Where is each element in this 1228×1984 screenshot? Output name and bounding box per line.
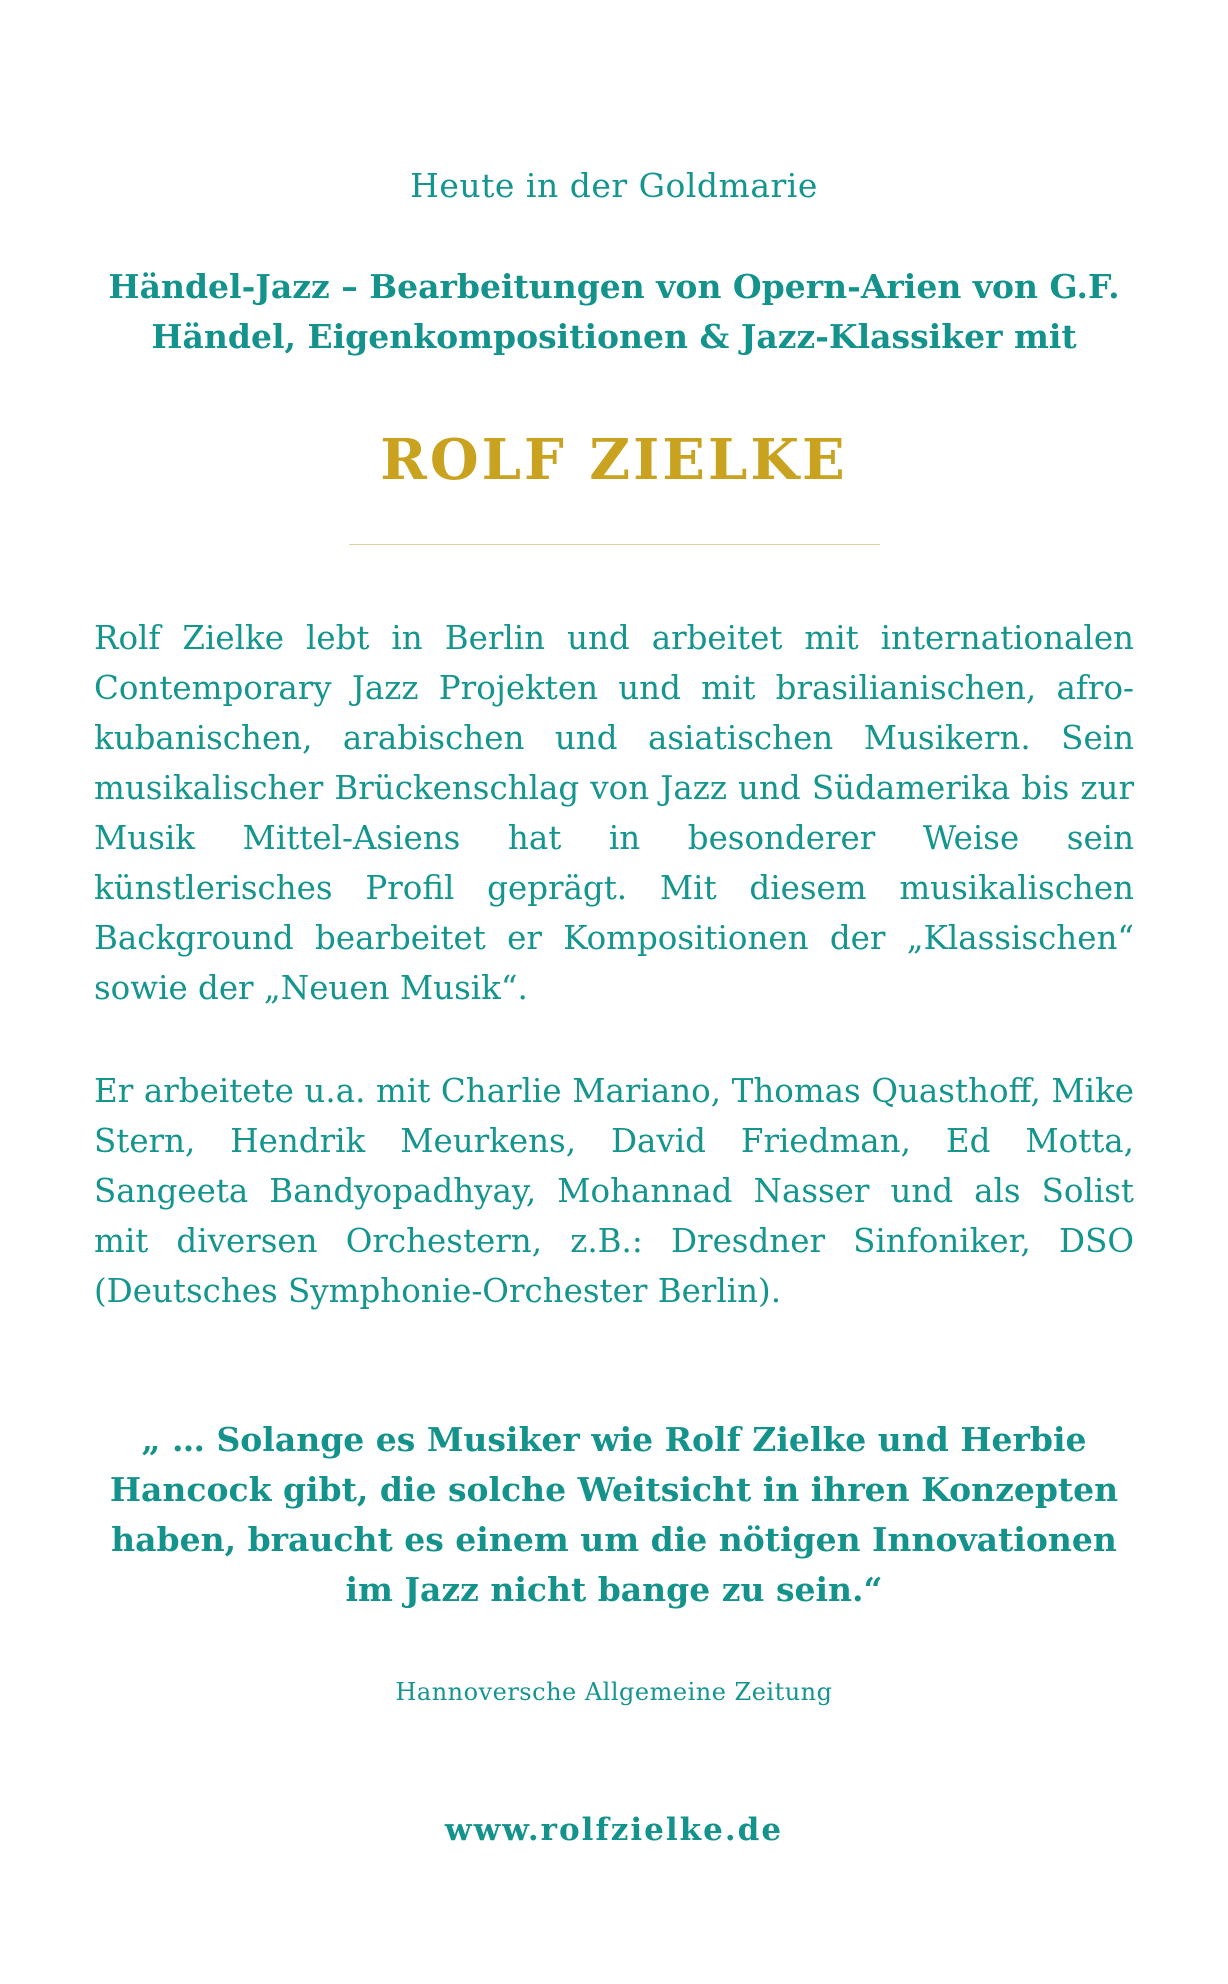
program-subtitle: Händel-Jazz – Bearbeitungen von Opern-Arien von G.F. Händel, Eigenkompositionen & Jazz-Klassiker mit: [108, 267, 1120, 356]
gold-divider: [349, 544, 880, 545]
bio-paragraph-1: Rolf Zielke lebt in Berlin und arbeitet mit internationalen Contemporary Jazz Projekten und mit brasilianischen, afro-kubanischen, arabischen und asiatischen Musikern. Sein musikalischer Brückenschlag von Jazz und Südamerika bis zur Musik Mittel-Asiens hat in besonderer Weise sein künstlerisches Profil geprägt. Mit diesem musikalischen Background bearbeitet er Kompositionen der „Klassischen“ sowie der „Neuen Musik“.: [94, 619, 1134, 1007]
artist-name-headline: ROLF ZIELKE: [380, 427, 848, 493]
website-url: www.rolfzielke.de: [444, 1812, 784, 1848]
event-kicker: Heute in der Goldmarie: [410, 166, 818, 205]
quote-source: Hannoversche Allgemeine Zeitung: [395, 1678, 833, 1706]
bio-paragraph-2: Er arbeitete u.a. mit Charlie Mariano, Thomas Quasthoff, Mike Stern, Hendrik Meurkens, David Friedman, Ed Motta, Sangeeta Bandyopadhyay, Mohannad Nasser und als Solist mit diversen Orchestern, z.B.: Dresdner Sinfoniker, DSO (Deutsches Symphonie-Orchester Berlin).: [94, 1072, 1134, 1310]
press-quote: „ … Solange es Musiker wie Rolf Zielke und Herbie Hancock gibt, die solche Weitsicht in ihren Konzepten haben, braucht es einem um die nötigen Innovationen im Jazz nicht bange zu sein.“: [109, 1420, 1119, 1609]
